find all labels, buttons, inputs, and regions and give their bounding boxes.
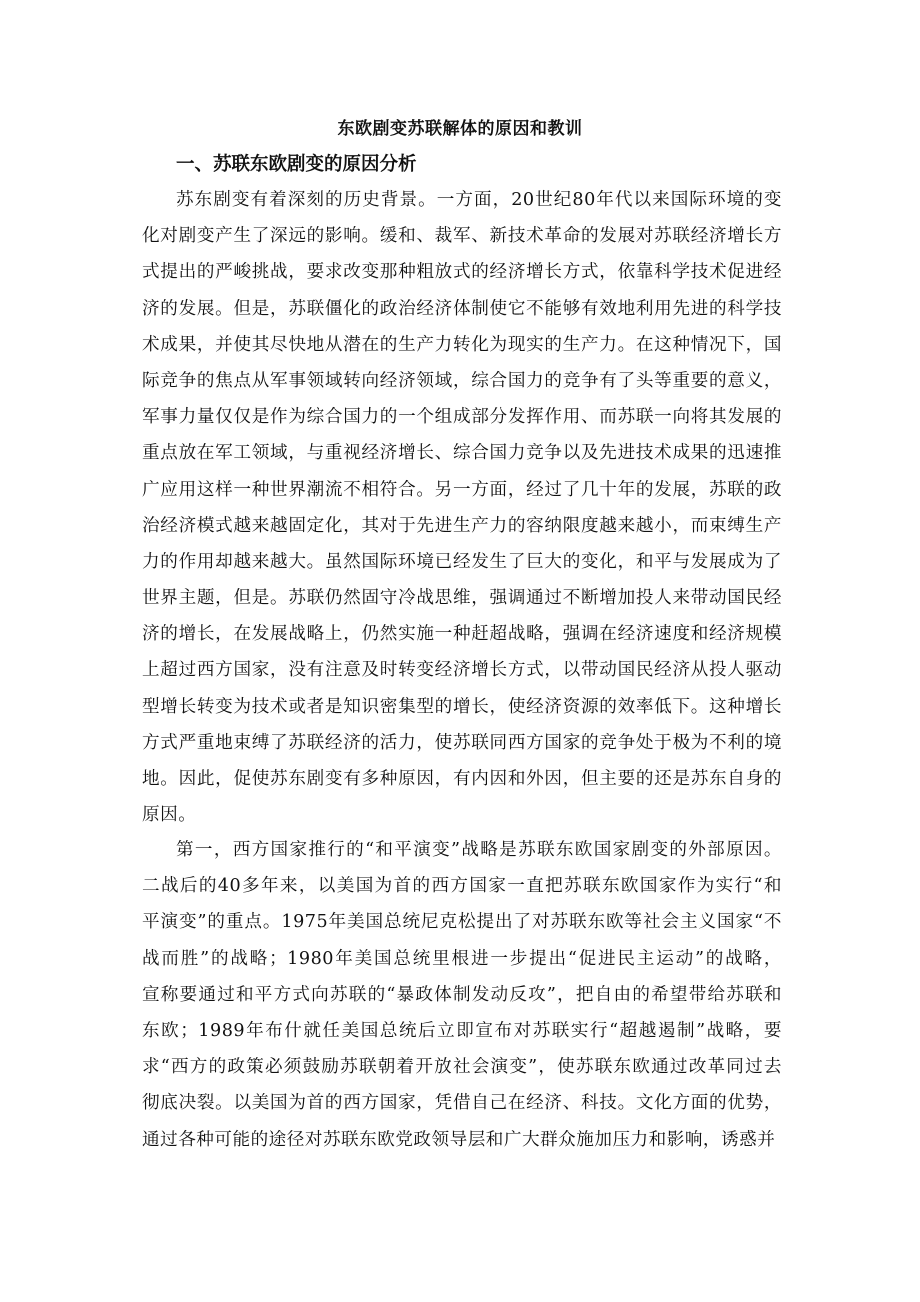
paragraph-line: 通过各种可能的途径对苏联东欧党政领导层和广大群众施加压力和影响，诱惑并	[142, 1129, 776, 1150]
paragraph-line: 方式严重地束缚了苏联经济的活力，使苏联同西方国家的竞争处于极为不利的境	[142, 732, 782, 753]
paragraph-line: 型增长转变为技术或者是知识密集型的增长，使经济资源的效率低下。这种增长	[142, 696, 782, 717]
section-heading: 一、苏联东欧剧变的原因分析	[176, 154, 417, 175]
paragraph-line: 求“西方的政策必须鼓励苏联朝着开放社会演变”，使苏联东欧通过改革同过去	[142, 1057, 782, 1078]
paragraph-line: 二战后的40多年来，以美国为首的西方国家一直把苏联东欧国家作为实行“和	[142, 876, 782, 897]
document-title: 东欧剧变苏联解体的原因和教训	[337, 119, 583, 139]
paragraph-line: 式提出的严峻挑战，要求改变那种粗放式的经济增长方式，依靠科学技术促进经	[142, 262, 782, 283]
paragraph-line: 世界主题，但是。苏联仍然固守冷战思维，强调通过不断增加投人来带动国民经	[142, 588, 782, 609]
paragraph-line: 际竞争的焦点从军事领域转向经济领域，综合国力的竞争有了头等重要的意义，	[142, 370, 782, 391]
paragraph-line: 战而胜”的战略；1980年美国总统里根进一步提出“促进民主运动”的战略，	[142, 948, 782, 969]
paragraph-line: 原因。	[142, 805, 197, 826]
paragraph-line: 术成果，并使其尽快地从潜在的生产力转化为现实的生产力。在这种情况下，国	[142, 334, 782, 355]
paragraph-line: 军事力量仅仅是作为综合国力的一个组成部分发挥作用、而苏联一向将其发展的	[142, 407, 782, 428]
paragraph-line: 济的发展。但是，苏联僵化的政治经济体制使它不能够有效地利用先进的科学技	[142, 298, 782, 319]
paragraph-line: 广应用这样一种世界潮流不相符合。另一方面，经过了几十年的发展，苏联的政	[142, 479, 782, 500]
paragraph-line: 上超过西方国家，没有注意及时转变经济增长方式，以带动国民经济从投人驱动	[142, 660, 782, 681]
paragraph-line: 宣称要通过和平方式向苏联的“暴政体制发动反攻”，把自由的希望带给苏联和	[142, 984, 782, 1005]
paragraph-line: 苏东剧变有着深刻的历史背景。一方面，20世纪80年代以来国际环境的变	[176, 190, 782, 210]
paragraph-line: 济的增长，在发展战略上，仍然实施一种赶超战略，强调在经济速度和经济规模	[142, 624, 782, 645]
paragraph-line: 治经济模式越来越固定化，其对于先进生产力的容纳限度越来越小，而束缚生产	[142, 515, 782, 536]
paragraph-line: 东欧；1989年布什就任美国总统后立即宣布对苏联实行“超越遏制”战略，要	[142, 1020, 782, 1041]
paragraph-line: 平演变”的重点。1975年美国总统尼克松提出了对苏联东欧等社会主义国家“不	[142, 912, 782, 933]
paragraph-line: 第一，西方国家推行的“和平演变”战略是苏联东欧国家剧变的外部原因。	[176, 840, 782, 860]
paragraph-line: 力的作用却越来越大。虽然国际环境已经发生了巨大的变化，和平与发展成为了	[142, 551, 782, 572]
paragraph-2	[142, 832, 782, 1158]
paragraph-line: 彻底决裂。以美国为首的西方国家，凭借自己在经济、科技。文化方面的优势，	[142, 1093, 782, 1114]
paragraph-line: 地。因此，促使苏东剧变有多种原因，有内因和外因，但主要的还是苏东自身的	[142, 769, 782, 789]
paragraph-line: 化对剧变产生了深远的影响。缓和、裁军、新技术革命的发展对苏联经济增长方	[142, 226, 782, 247]
paragraph-1	[142, 182, 782, 833]
paragraph-line: 重点放在军工领域，与重视经济增长、综合国力竞争以及先进技术成果的迅速推	[142, 443, 782, 464]
